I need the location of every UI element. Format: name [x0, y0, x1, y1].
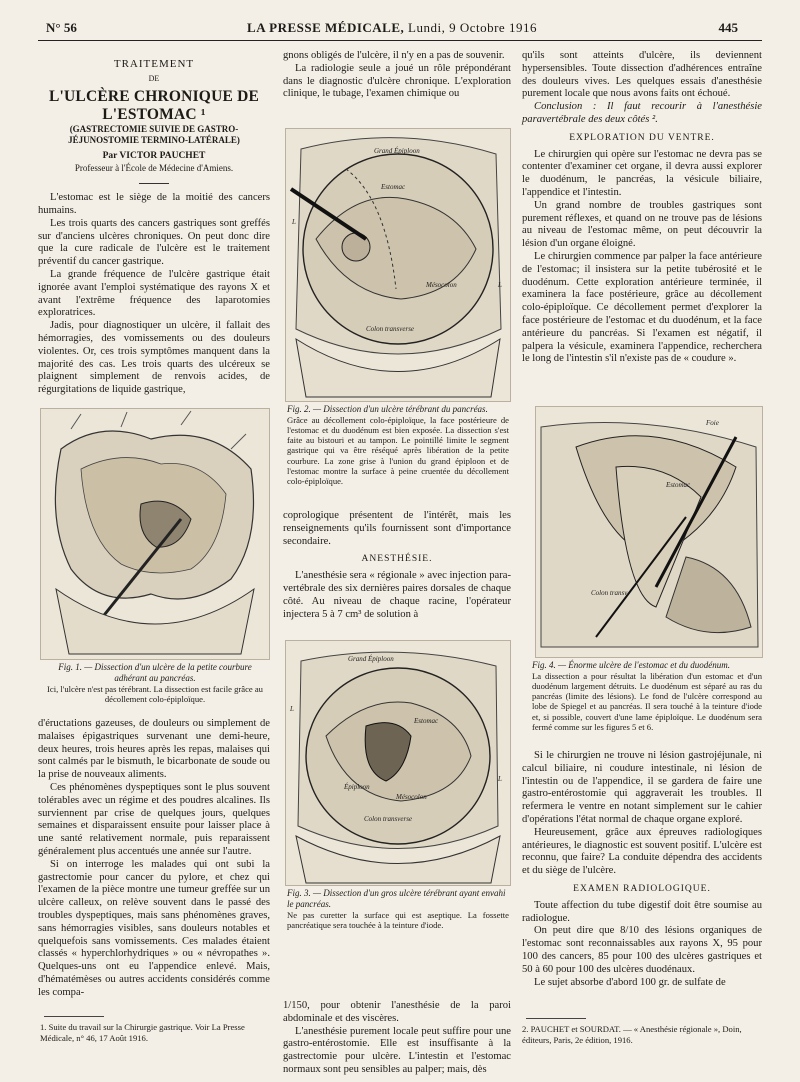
column-2-middle — [283, 510, 511, 621]
article-title: L'ULCÈRE CHRONIQUE DE L'ESTOMAC ¹ — [48, 87, 260, 123]
paragraph: Conclusion : Il faut recourir à l'anesthésie paravertébrale des deux côtés ². — [522, 101, 762, 125]
label-mesocolon: Mésocolon — [426, 281, 457, 289]
article-author: Par VICTOR PAUCHET — [102, 150, 206, 161]
label-colon-transverse: Colon transverse — [366, 325, 415, 333]
header-rule — [38, 40, 762, 41]
label-l-left: L — [290, 705, 294, 713]
paragraph: 1/150, pour obtenir l'anesthésie de la paroi abdominale et des viscères. — [283, 1000, 511, 1024]
paragraph: Ces phénomènes dyspeptiques sont le plus souvent tolérables avec un régime et des poudres alcalines. Ils surviennent par crise de quelques jours, quelques semaines et disparaissent ensuite pour laisser place à une santé relativement normale, puis reparaissent généralement plus accentués une année sur l'autre. — [38, 781, 270, 857]
figure-2-caption — [287, 404, 509, 486]
paragraph: L'anesthésie sera « régionale » avec injection para-vertébrale des six dernières paires dorsales de chaque côté. Au niveau de chaque racine, l'opérateur injectera 5 à 7 cm³ de solution à — [283, 570, 511, 620]
label-estomac: Estomac — [414, 717, 439, 725]
label-estomac: Estomac — [666, 481, 691, 489]
label-colon-transverse: Colon transverse — [364, 815, 413, 823]
paragraph: Le chirurgien commence par palper la face antérieure de l'estomac; il insistera sur la petite tubérosité et le duodénum. Cette exploration antérieure terminée, il examinera la face postérieure, grâce au décollement colo-épiploïque. Ce décollement permet d'explorer la face postérieure de l'estomac et du duodénum, et la face antérieure du pancréas. Si l'examen est négatif, il palpera la vésicule, examinera l'appendice, recherchera le long de l'intestin s'il n'existe pas de « coudure ». — [522, 250, 762, 365]
paragraph: gnons obligés de l'ulcère, il n'y en a pas de souvenir. — [283, 50, 505, 61]
footnote-2: 2. PAUCHET et SOURDAT. — « Anesthésie régionale », Doin, éditeurs, Paris, 2e édition, 1916. — [522, 1024, 742, 1045]
paragraph: Les trois quarts des cancers gastriques sont greffés sur d'anciens ulcères chroniques. On peut donc dire que la cure radicale de l'ulcère est le traitement préventif du cancer gastrique. — [38, 217, 270, 268]
paragraph: Heureusement, grâce aux épreuves radiologiques antérieures, le diagnostic est souvent positif. L'ulcère est reconnu, que faire? La conduite dépendra des accidents et du siège de l'ulcère. — [522, 826, 762, 877]
article-title-line1: TRAITEMENT — [113, 58, 195, 70]
figure-1-illustration — [40, 408, 270, 660]
paragraph: qu'ils sont atteints d'ulcère, ils deviennent hypersensibles. Toute dissection d'adhérences entraîne des douleurs vives. Les quelques essais d'anesthésie purement locale que nous avons faits ont échoué. — [522, 50, 762, 100]
footnote-rule — [526, 1018, 586, 1019]
label-colon: Colon transv. — [591, 589, 629, 597]
label-mesocolon: Mésocolon — [396, 793, 427, 801]
label-grand-epiploon: Grand Épiploon — [348, 655, 394, 663]
column-2 — [283, 50, 511, 101]
article-subtitle: (GASTRECTOMIE SUIVIE DE GASTRO-JÉJUNOSTOMIE TERMINO-LATÉRALE) — [68, 123, 240, 145]
figure-2-description: Grâce au décollement colo-épiploïque, la face postérieure de l'estomac et du duodénum est bien exposée. La dissection s'est faite au bistouri et au tampon. Le pointillé limite le segment gastrique qui va être réséqué après libération de la petite courbure. La zone grise à l'union du grand épiploon et de l'estomac montre la surface à peine cruentée du décollement colo-épiploïque. — [287, 414, 509, 487]
section-anesthesie: ANESTHÉSIE. — [361, 554, 433, 565]
figure-3-description: Ne pas curetter la surface qui est aseptique. La fossette pancréatique sera touchée à la teinture d'iode. — [287, 909, 509, 930]
page-header — [46, 20, 738, 40]
figure-3-caption — [287, 888, 509, 930]
column-3-bottom — [522, 750, 762, 989]
figure-3-drawing — [286, 641, 510, 885]
figure-1-caption — [42, 662, 268, 704]
paragraph: L'anesthésie purement locale peut suffire pour une gastro-entérostomie. Elle est insuffisante à la gastrectomie pour ulcère. L'intestin et l'estomac normaux sont peu sensibles au palper; mais, dès — [283, 1025, 511, 1075]
paragraph: d'éructations gazeuses, de douleurs ou simplement de malaises épigastriques survenant une demi-heure, deux heures, trois heures après les repas, malaises qui sont calmés par le bismuth, le bicarbonate de soude ou la prise de nouveaux aliments. — [38, 718, 270, 781]
figure-2-drawing — [286, 129, 510, 401]
column-1-continued — [38, 718, 270, 1000]
figure-3-illustration — [285, 640, 511, 886]
figure-2-title: Fig. 2. — Dissection d'un ulcère térébrant du pancréas. — [287, 404, 488, 414]
journal-name: LA PRESSE MÉDICALE, — [247, 20, 405, 35]
issue-number: N° 56 — [46, 20, 77, 35]
paragraph: On peut dire que 8/10 des lésions organiques de l'estomac sont reconnaissables aux rayons X, 95 pour 100 des cancers, 85 pour 100 des ulcères gastriques et 50 à 60 pour 100 des ulcères duodénaux. — [522, 925, 762, 975]
footnote-rule — [44, 1016, 104, 1017]
figure-4-caption — [532, 660, 762, 732]
section-radiologique: EXAMEN RADIOLOGIQUE. — [573, 883, 711, 894]
paragraph: Toute affection du tube digestif doit être soumise au radiologue. — [522, 899, 762, 924]
figure-4-illustration — [535, 406, 763, 658]
paragraph: coprologique présentent de l'intérêt, mais les renseignements qu'ils fournissent sont d'importance secondaire. — [283, 510, 511, 547]
label-l-left: L — [292, 218, 296, 226]
figure-4-description: La dissection a pour résultat la libération d'un estomac et d'un duodénum largement détruits. Le duodénum est séparé au ras du pancréas (limite des lésions). Le fond de l'ulcère correspond au lobe de Spiegel et au pancréas. Il sera touché à la teinture d'iode et, si possible, couvert d'une lame épiploïque. Le duodénum sera fermé comme sur les figures 5 et 6. — [532, 670, 762, 732]
journal-title — [46, 20, 738, 36]
article-title-de: DE — [148, 73, 160, 83]
figure-4-title: Fig. 4. — Énorme ulcère de l'estomac et du duodénum. — [532, 660, 731, 670]
figure-1-description: Ici, l'ulcère n'est pas térébrant. La dissection est facile grâce au décollement colo-épiploïque. — [47, 683, 263, 704]
label-l-right: L — [498, 281, 502, 289]
paragraph: La grande fréquence de l'ulcère gastrique était ignorée avant l'emploi systématique des rayons X et avant l'extrême fréquence des laparotomies exploratrices. — [38, 268, 270, 319]
section-exploration: EXPLORATION DU VENTRE. — [569, 132, 715, 143]
label-grand-epiploon: Grand Épiploon — [374, 147, 420, 155]
paragraph: Jadis, pour diagnostiquer un ulcère, il fallait des hémorragies, des vomissements ou des douleurs violentes. Or, ces trois symptômes manquent dans la majorité des cas. Les trois quarts des ulcéreux se plaignent simplement de renvois acides, de régurgitations de liquide gastrique, — [38, 320, 270, 396]
paragraph: Le chirurgien qui opère sur l'estomac ne devra pas se contenter d'examiner cet organe, il devra aussi explorer le duodénum, le pancréas, la vésicule biliaire, l'appendice et l'intestin. — [522, 148, 762, 198]
article-heading — [38, 58, 270, 184]
figure-1-title: Fig. 1. — Dissection d'un ulcère de la petite courbure adhérant au pancréas. — [58, 662, 252, 683]
figure-3-title: Fig. 3. — Dissection d'un gros ulcère térébrant ayant envahi le pancréas. — [287, 888, 506, 909]
column-2-bottom — [283, 1000, 511, 1077]
paragraph: Un grand nombre de troubles gastriques sont purement réflexes, et quand on ne trouve pas de lésions au niveau de l'estomac même, on peut découvrir la lésion d'un organe éloigné. — [522, 199, 762, 250]
paragraph: La radiologie seule a joué un rôle prépondérant dans le diagnostic d'ulcère chronique. L'exploration clinique, le tubage, l'examen chimique ou — [283, 62, 511, 100]
label-epiploon: Épiploon — [344, 783, 370, 791]
paragraph: Si le chirurgien ne trouve ni lésion gastrojéjunale, ni calcul biliaire, ni coudure intestinale, ni lésion de l'intestin ou de l'appendice, il se gardera de faire une gastro-entérostomie qui aggraverait les troubles. Il refermera le ventre en notant simplement sur le cahier d'opérations l'état normal de chaque organe exploré. — [522, 750, 762, 825]
figure-1-drawing — [41, 409, 269, 659]
paragraph: L'estomac est le siège de la moitié des cancers humains. — [38, 192, 270, 216]
label-l-right: L — [498, 775, 502, 783]
figure-2-illustration — [285, 128, 511, 402]
page-number: 445 — [718, 20, 738, 35]
label-foie: Foie — [706, 419, 719, 427]
paragraph: Le sujet absorbe d'abord 100 gr. de sulfate de — [534, 976, 726, 988]
column-3 — [522, 50, 762, 366]
title-separator — [139, 183, 169, 184]
footnote-1: 1. Suite du travail sur la Chirurgie gastrique. Voir La Presse Médicale, n° 46, 17 Août 1916. — [40, 1022, 245, 1043]
column-1 — [38, 58, 270, 397]
paragraph: Si on interroge les malades qui ont subi la gastrectomie pour cancer du pylore, et chez qui l'examen de la pièce montre une tumeur greffée sur un ulcère calleux, on relève souvent dans le passé des troubles dyspeptiques, mais sans phénomènes graves, sans hémorragies visibles, sans douleurs notables et quelquefois sans vomissements. Ces malades étaient classés « hyperchlorhydriques » ou « névropathes ». Quelques-uns ont eu l'appendice enlevé. Mais, d'hématémèses ou autres accidents considérés comme les compa- — [38, 858, 270, 998]
label-estomac: Estomac — [381, 183, 406, 191]
issue-date: Lundi, 9 Octobre 1916 — [408, 20, 537, 35]
author-affiliation: Professeur à l'École de Médecine d'Amiens. — [74, 163, 234, 174]
figure-4-drawing — [536, 407, 762, 657]
